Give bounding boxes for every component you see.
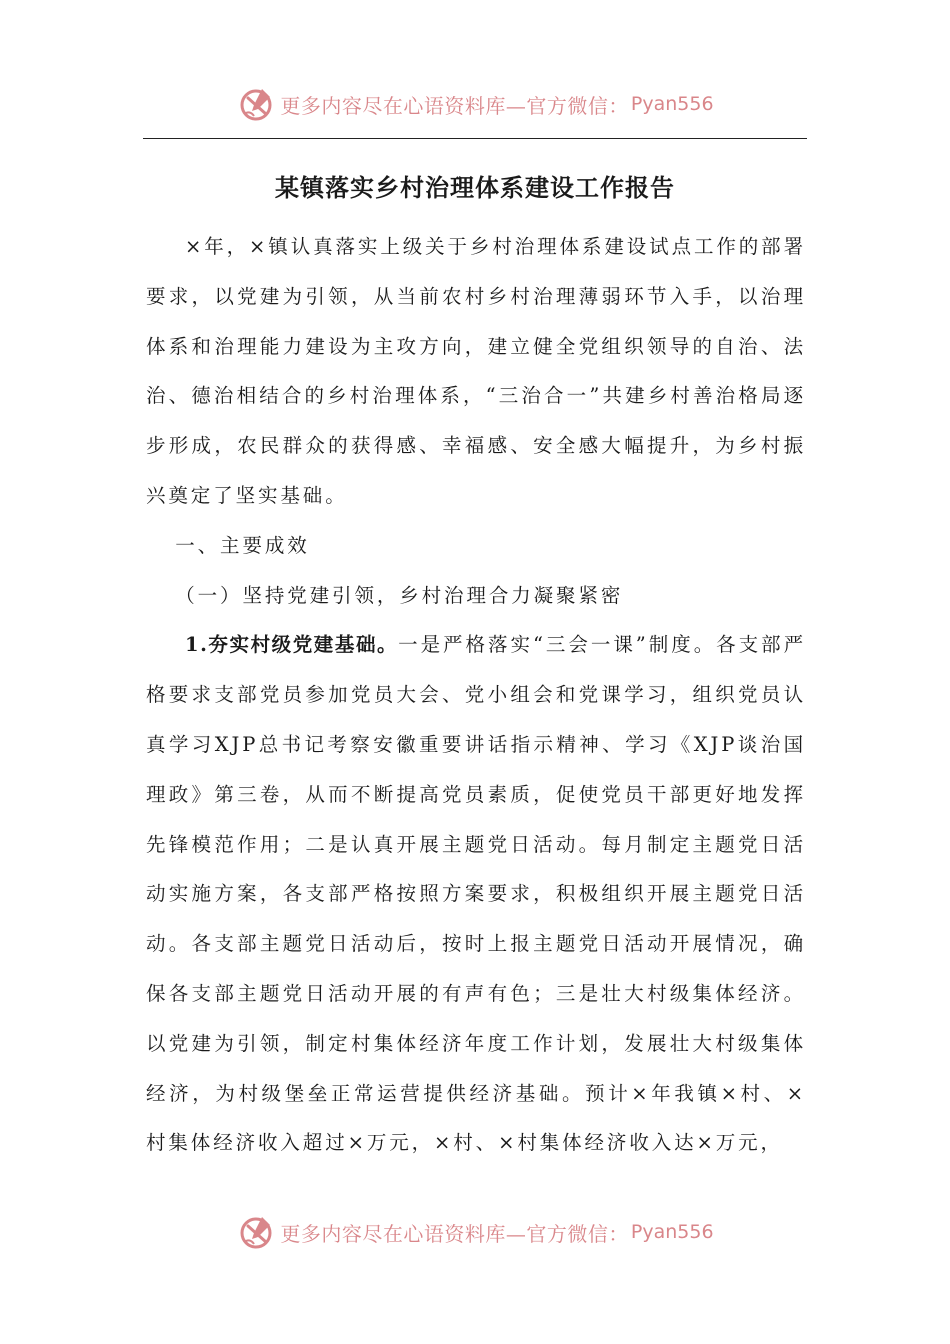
- pen-circle-logo-icon: [236, 1212, 276, 1252]
- intro-paragraph: ×年，×镇认真落实上级关于乡村治理体系建设试点工作的部署要求，以党建为引领，从当前农村乡村治理薄弱环节入手，以治理体系和治理能力建设为主攻方向，建立健全党组织领导的自治、法治、德治相结合的乡村治理体系，“三治合一”共建乡村善治格局逐步形成，农民群众的获得感、幸福感、安全感大幅提升，为乡村振兴奠定了坚实基础。: [146, 235, 806, 507]
- watermark-wechat-id: Pyan556: [630, 1221, 714, 1243]
- item-lead: 1.夯实村级党建基础。: [185, 633, 399, 657]
- pen-circle-logo-icon: [236, 84, 276, 124]
- item-paragraph: [146, 620, 806, 1168]
- document-body: [146, 222, 806, 1168]
- watermark-text: 更多内容尽在心语资料库—官方微信：: [280, 93, 629, 118]
- subsection-heading: （一）坚持党建引领，乡村治理合力凝聚紧密: [175, 583, 624, 607]
- watermark-text: 更多内容尽在心语资料库—官方微信：: [280, 1221, 629, 1246]
- header-rule: [143, 138, 807, 139]
- watermark-wechat-id: Pyan556: [630, 93, 714, 115]
- section-heading: 一、主要成效: [175, 533, 310, 557]
- document-title: 某镇落实乡村治理体系建设工作报告: [275, 173, 675, 202]
- header-watermark: [0, 82, 950, 126]
- footer-watermark: [0, 1210, 950, 1254]
- item-body: 一是严格落实“三会一课”制度。各支部严格要求支部党员参加党员大会、党小组会和党课学习，组织党员认真学习XJP总书记考察安徽重要讲话指示精神、学习《XJP谈治国理政》第三卷，从而不断提高党员素质，促使党员干部更好地发挥先锋模范作用；二是认真开展主题党日活动。每月制定主题党日活动实施方案，各支部严格按照方案要求，积极组织开展主题党日活动。各支部主题党日活动后，按时上报主题党日活动开展情况，确保各支部主题党日活动开展的有声有色；三是壮大村级集体经济。以党建为引领，制定村集体经济年度工作计划，发展壮大村级集体经济，为村级堡垒正常运营提供经济基础。预计×年我镇×村、×村集体经济收入超过×万元，×村、×村集体经济收入达×万元，: [146, 633, 806, 1155]
